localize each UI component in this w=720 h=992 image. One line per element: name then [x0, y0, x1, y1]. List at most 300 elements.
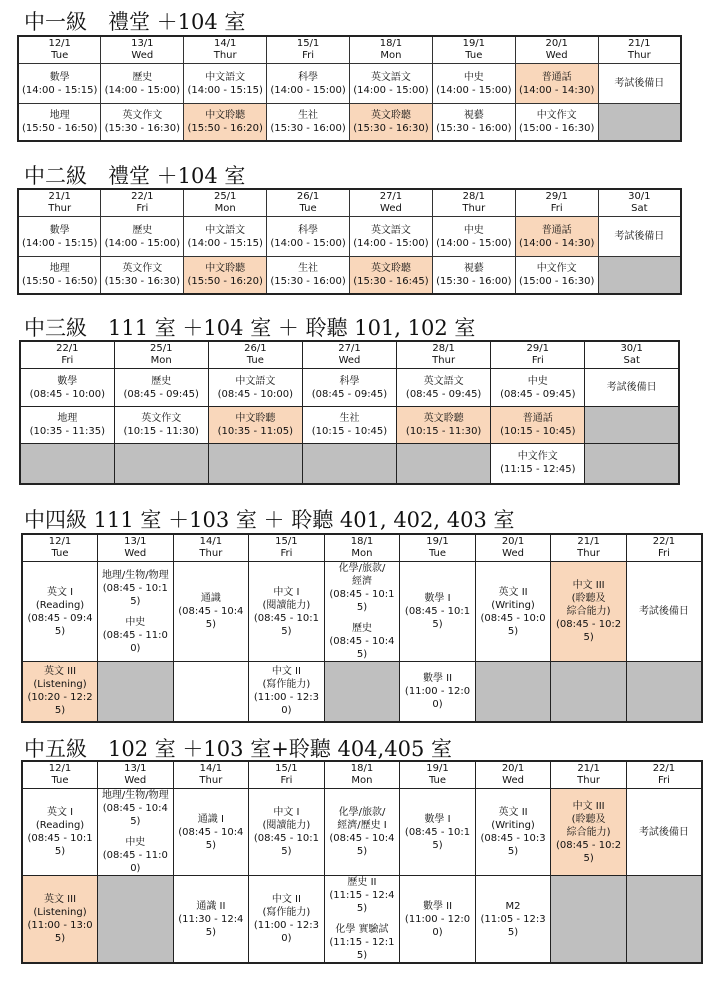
header-date: 21/1 — [48, 191, 71, 202]
empty-slot — [626, 662, 702, 722]
exam-slot — [101, 217, 184, 257]
exam-slot — [324, 562, 400, 662]
header-date: 20/1 — [501, 536, 525, 547]
header-date: 14/1 — [213, 38, 237, 49]
exam-slot — [22, 562, 98, 662]
exam-slot — [350, 64, 433, 104]
exam-slot — [184, 104, 267, 141]
exam-text-line: 中史 — [125, 837, 146, 848]
exam-text-line: 中文 III — [572, 580, 605, 591]
exam-subject: 科學 — [339, 375, 360, 387]
schedule-row — [22, 876, 702, 964]
exam-slot — [432, 217, 515, 257]
exam-slot — [184, 257, 267, 294]
exam-slot — [350, 217, 433, 257]
exam-slot — [267, 104, 350, 141]
exam-time: (14:00 - 15:00) — [353, 237, 429, 249]
exam-slot — [551, 789, 627, 876]
exam-text-line: 化學/旅款/ — [338, 807, 386, 818]
exam-subject: 中文作文 — [517, 451, 558, 463]
header-row — [18, 189, 681, 217]
exam-slot — [302, 407, 396, 444]
exam-text-line: 數學 I — [424, 813, 451, 825]
day-header — [173, 761, 249, 789]
exam-time: (10:15 - 11:30) — [405, 426, 482, 437]
exam-text-line: M2 — [505, 900, 521, 912]
exam-slot — [515, 104, 598, 141]
exam-text-line — [325, 915, 400, 923]
exam-text-line: (08:45 - 10:25) — [556, 619, 622, 643]
exam-text-line: (11:15 - 12:15) — [329, 937, 395, 961]
header-weekday: Tue — [428, 548, 447, 559]
day-header — [101, 189, 184, 217]
exam-text-line: (11:00 - 12:30) — [253, 692, 319, 717]
exam-time: (08:45 - 09:45) — [123, 388, 199, 400]
day-header — [585, 341, 679, 369]
exam-slot — [22, 789, 98, 876]
exam-text-line: (11:00 - 12:00) — [404, 685, 471, 710]
exam-slot — [101, 104, 184, 141]
exam-text-line: 綜合能力) — [566, 606, 611, 617]
exam-subject: 生社 — [298, 262, 319, 274]
exam-text-line: 地理/生物/物理 — [101, 790, 169, 801]
header-row — [18, 36, 681, 64]
exam-text-line: (10:20 - 12:25) — [27, 692, 93, 717]
day-header — [475, 534, 551, 562]
exam-subject: 中文作文 — [536, 109, 577, 121]
exam-text-line: 英文 I — [46, 807, 74, 818]
day-header — [22, 534, 98, 562]
exam-slot — [208, 407, 302, 444]
day-header — [400, 534, 476, 562]
header-date: 12/1 — [48, 536, 72, 547]
exam-slot — [114, 407, 208, 444]
exam-subject: 中文作文 — [536, 262, 577, 274]
header-date: 26/1 — [244, 343, 267, 354]
header-weekday: Fri — [657, 548, 670, 559]
exam-slot — [267, 217, 350, 257]
exam-time: (14:00 - 14:30) — [518, 84, 595, 96]
day-header — [515, 36, 598, 64]
exam-text-line: (寫作能力) — [262, 907, 311, 918]
header-weekday: Thur — [462, 203, 486, 214]
header-weekday: Thur — [213, 50, 237, 61]
day-header — [551, 534, 627, 562]
header-date: 21/1 — [628, 38, 651, 49]
exam-slot — [491, 407, 585, 444]
exam-text-line: 化學/旅款/ — [338, 563, 386, 574]
empty-slot — [585, 407, 679, 444]
exam-subject: 地理 — [49, 109, 70, 121]
exam-slot — [515, 217, 598, 257]
day-header — [475, 761, 551, 789]
header-weekday: Wed — [502, 548, 524, 559]
header-weekday: Thur — [432, 355, 456, 366]
header-weekday: Sat — [623, 355, 640, 366]
header-date: 21/1 — [577, 536, 600, 547]
header-date: 29/1 — [545, 191, 568, 202]
header-date: 20/1 — [545, 38, 568, 49]
section-1-heading: 中一級 禮堂 ＋104 室 — [24, 10, 246, 34]
exam-slot — [184, 64, 267, 104]
exam-time: (11:15 - 12:45) — [500, 464, 576, 476]
exam-subject: 中文聆聽 — [205, 262, 246, 274]
exam-subject: 英文作文 — [122, 262, 163, 274]
exam-text-line: (08:45 - 10:45) — [329, 636, 395, 660]
exam-text-line: (08:45 - 11:00) — [102, 850, 168, 874]
exam-time: (15:30 - 16:00) — [436, 275, 512, 287]
day-header — [324, 534, 400, 562]
exam-time: (14:00 - 15:15) — [21, 84, 98, 96]
exam-slot — [350, 104, 433, 141]
exam-text-line: (08:45 - 10:45) — [178, 826, 244, 851]
exam-slot — [400, 562, 476, 662]
exam-text-line: (寫作能力) — [262, 679, 311, 691]
empty-slot — [114, 444, 208, 484]
header-date: 20/1 — [501, 763, 525, 774]
exam-subject: 科學 — [298, 71, 319, 83]
exam-text-line: (Reading) — [35, 820, 85, 831]
day-header — [598, 36, 681, 64]
exam-slot — [397, 369, 491, 407]
exam-time: (15:50 - 16:50) — [21, 122, 98, 134]
exam-time: (10:15 - 10:45) — [500, 426, 576, 437]
exam-subject: 中文聆聽 — [205, 109, 246, 121]
exam-slot — [249, 789, 325, 876]
exam-subject: 歷史 — [132, 224, 153, 236]
header-weekday: Thur — [627, 50, 651, 61]
schedule-row — [20, 444, 679, 484]
exam-time: (15:30 - 16:00) — [270, 275, 346, 287]
exam-slot — [18, 257, 101, 294]
header-weekday: Fri — [136, 203, 149, 214]
schedule-row — [20, 369, 679, 407]
day-header — [98, 534, 174, 562]
header-weekday: Tue — [51, 50, 69, 61]
day-header — [397, 341, 491, 369]
exam-slot — [98, 562, 174, 662]
exam-slot — [475, 876, 551, 964]
schedule-row — [20, 407, 679, 444]
header-date: 22/1 — [652, 763, 676, 774]
day-header — [302, 341, 396, 369]
header-weekday: Thur — [199, 548, 223, 559]
exam-subject: 考試後備日 — [614, 78, 665, 89]
schedule-row — [22, 662, 702, 722]
exam-subject: 歷史 — [151, 375, 172, 387]
header-date: 26/1 — [296, 191, 320, 202]
exam-text-line: 考試後備日 — [638, 606, 689, 617]
exam-text-line: 中文 II — [271, 894, 301, 905]
exam-time: (14:00 - 15:00) — [436, 84, 512, 96]
header-weekday: Wed — [380, 203, 402, 214]
header-date: 15/1 — [275, 536, 298, 547]
header-weekday: Mon — [351, 775, 373, 786]
header-date: 19/1 — [426, 763, 449, 774]
exam-time: (10:15 - 11:30) — [123, 426, 199, 437]
exam-text-line: (08:45 - 11:00) — [102, 629, 168, 654]
exam-slot — [585, 369, 679, 407]
exam-text-line: 通識 — [200, 593, 221, 604]
header-date: 19/1 — [426, 536, 449, 547]
exam-subject: 科學 — [298, 224, 319, 236]
exam-time: (15:30 - 16:00) — [270, 122, 346, 134]
header-weekday: Tue — [51, 548, 69, 559]
empty-slot — [598, 257, 681, 294]
exam-slot — [475, 562, 551, 662]
header-weekday: Thur — [577, 775, 601, 786]
exam-time: (14:00 - 15:00) — [270, 84, 346, 96]
exam-text-line: (11:30 - 12:45) — [178, 913, 244, 938]
exam-slot — [20, 369, 114, 407]
header-weekday: Tue — [299, 203, 317, 214]
exam-slot — [626, 562, 702, 662]
header-weekday: Wed — [124, 775, 147, 786]
exam-subject: 中史 — [463, 71, 484, 83]
header-date: 13/1 — [124, 536, 147, 547]
schedule-row — [18, 217, 681, 257]
exam-subject: 地理 — [57, 413, 78, 424]
header-date: 12/1 — [48, 763, 72, 774]
exam-slot — [515, 257, 598, 294]
exam-time: (15:50 - 16:20) — [187, 275, 263, 287]
exam-text-line: (聆聽及 — [571, 813, 606, 825]
exam-subject: 視藝 — [463, 262, 484, 274]
exam-time: (08:45 - 10:00) — [217, 388, 294, 400]
exam-slot — [598, 64, 681, 104]
exam-subject: 歷史 — [132, 71, 153, 83]
empty-slot — [98, 662, 174, 722]
day-header — [598, 189, 681, 217]
exam-slot — [626, 789, 702, 876]
exam-text-line: 經濟/歷史 I — [337, 820, 387, 831]
exam-text-line: 中文 I — [273, 807, 300, 818]
header-weekday: Fri — [61, 355, 74, 366]
header-date: 22/1 — [56, 343, 79, 354]
exam-slot — [400, 789, 476, 876]
header-weekday: Mon — [380, 50, 402, 61]
exam-text-line: (08:45 - 10:05) — [480, 612, 546, 637]
exam-time: (15:30 - 16:30) — [353, 122, 429, 134]
day-header — [184, 36, 267, 64]
day-header — [20, 341, 114, 369]
exam-text-line: (08:45 - 10:15) — [404, 606, 471, 630]
exam-slot — [18, 104, 101, 141]
exam-subject: 英文語文 — [370, 224, 411, 236]
exam-slot — [18, 64, 101, 104]
section-2-heading: 中二級 禮堂 ＋104 室 — [24, 164, 246, 188]
header-date: 18/1 — [350, 763, 374, 774]
exam-text-line: (11:00 - 13:05) — [27, 920, 93, 944]
exam-slot — [350, 257, 433, 294]
exam-text-line: (Listening) — [33, 679, 87, 691]
exam-time: (15:30 - 16:30) — [104, 275, 181, 287]
exam-time: (08:45 - 10:00) — [29, 388, 106, 400]
exam-text-line: 歷史 II — [347, 877, 377, 888]
exam-time: (08:45 - 09:45) — [405, 388, 482, 400]
header-weekday: Fri — [280, 548, 293, 559]
exam-text-line: 中文 I — [273, 586, 300, 598]
exam-time: (14:00 - 14:30) — [518, 237, 595, 249]
exam-text-line: 英文 II — [498, 586, 528, 598]
day-header — [267, 36, 350, 64]
day-header — [350, 189, 433, 217]
exam-subject: 數學 — [49, 224, 70, 236]
exam-subject: 考試後備日 — [606, 382, 657, 393]
exam-subject: 考試後備日 — [614, 231, 665, 242]
exam-slot — [598, 217, 681, 257]
header-date: 14/1 — [199, 536, 223, 547]
exam-time: (14:00 - 15:15) — [21, 237, 98, 249]
exam-time: (14:00 - 15:00) — [104, 237, 181, 249]
header-weekday: Fri — [550, 203, 563, 214]
exam-text-line: (聆聽及 — [571, 593, 606, 604]
exam-text-line: (11:15 - 12:45) — [329, 890, 395, 914]
day-header — [626, 534, 702, 562]
section-3-table — [19, 340, 680, 485]
empty-slot — [598, 104, 681, 141]
schedule-row — [22, 562, 702, 662]
day-header — [173, 534, 249, 562]
header-weekday: Mon — [351, 548, 373, 559]
header-date: 18/1 — [350, 536, 374, 547]
header-weekday: Thur — [577, 548, 601, 559]
day-header — [626, 761, 702, 789]
exam-time: (14:00 - 15:00) — [353, 84, 429, 96]
exam-time: (10:35 - 11:35) — [29, 426, 106, 437]
day-header — [400, 761, 476, 789]
exam-time: (15:00 - 16:30) — [518, 122, 595, 134]
header-weekday: Tue — [428, 775, 447, 786]
exam-text-line: (Writing) — [491, 820, 535, 831]
exam-subject: 視藝 — [463, 109, 484, 121]
exam-text-line: 考試後備日 — [638, 826, 689, 838]
empty-slot — [208, 444, 302, 484]
exam-slot — [491, 369, 585, 407]
exam-subject: 中文聆聽 — [235, 413, 276, 424]
exam-slot — [173, 876, 249, 964]
exam-slot — [400, 662, 476, 722]
exam-text-line: (Reading) — [35, 599, 85, 611]
exam-slot — [173, 789, 249, 876]
exam-subject: 地理 — [49, 262, 70, 274]
exam-time: (15:30 - 16:45) — [353, 275, 429, 287]
empty-slot — [585, 444, 679, 484]
exam-slot — [22, 876, 98, 964]
exam-time: (14:00 - 15:00) — [104, 84, 181, 96]
exam-text-line: 通識 II — [196, 900, 226, 912]
section-4-heading: 中四級 111 室 ＋103 室 ＋ 聆聽 401, 402, 403 室 — [24, 508, 515, 532]
header-weekday: Fri — [657, 775, 670, 786]
day-header — [22, 761, 98, 789]
exam-text-line: (08:45 - 10:15) — [102, 582, 168, 607]
header-row — [22, 534, 702, 562]
exam-slot — [98, 789, 174, 876]
exam-slot — [515, 64, 598, 104]
exam-subject: 英文語文 — [370, 71, 411, 83]
header-date: 15/1 — [275, 763, 298, 774]
exam-slot — [491, 444, 585, 484]
header-weekday: Thur — [48, 203, 72, 214]
exam-subject: 英文聆聽 — [423, 413, 464, 424]
header-date: 22/1 — [652, 536, 676, 547]
exam-text-line: (08:45 - 10:15) — [27, 833, 93, 857]
exam-text-line: (08:45 - 10:15) — [253, 612, 319, 637]
exam-subject: 英文聆聽 — [370, 262, 411, 274]
empty-slot — [302, 444, 396, 484]
section-5-heading: 中五級 102 室 ＋103 室+聆聽 404,405 室 — [24, 737, 452, 761]
header-date: 13/1 — [131, 38, 154, 49]
exam-text-line: (08:45 - 10:45) — [178, 606, 244, 630]
header-date: 27/1 — [338, 343, 361, 354]
header-weekday: Tue — [246, 355, 264, 366]
exam-text-line: 英文 II — [498, 807, 528, 818]
day-header — [350, 36, 433, 64]
exam-subject: 英文聆聽 — [370, 109, 411, 121]
day-header — [267, 189, 350, 217]
exam-subject: 生社 — [339, 413, 360, 424]
exam-subject: 英文作文 — [141, 413, 182, 424]
exam-time: (10:15 - 10:45) — [311, 426, 388, 437]
exam-subject: 生社 — [298, 109, 319, 121]
exam-subject: 英文作文 — [122, 109, 163, 121]
exam-subject: 普通話 — [541, 224, 572, 236]
exam-text-line: 中史 — [125, 616, 146, 628]
exam-text-line — [325, 614, 400, 622]
exam-subject: 數學 — [57, 375, 78, 387]
header-date: 30/1 — [620, 343, 643, 354]
exam-subject: 數學 — [49, 71, 70, 83]
exam-text-line: (Listening) — [33, 907, 87, 918]
day-header — [184, 189, 267, 217]
exam-slot — [324, 876, 400, 964]
header-date: 29/1 — [526, 343, 549, 354]
day-header — [249, 534, 325, 562]
empty-slot — [626, 876, 702, 964]
header-weekday: Thur — [199, 775, 223, 786]
header-weekday: Wed — [338, 355, 361, 366]
empty-slot — [324, 662, 400, 722]
exam-text-line: 英文 I — [46, 586, 74, 598]
exam-text-line: (08:45 - 10:45) — [329, 833, 395, 857]
exam-subject: 中史 — [463, 224, 484, 236]
exam-slot — [114, 369, 208, 407]
header-date: 28/1 — [462, 191, 486, 202]
header-weekday: Mon — [214, 203, 236, 214]
exam-time: (10:35 - 11:05) — [217, 426, 294, 437]
exam-text-line: (08:45 - 09:45) — [27, 612, 93, 637]
header-weekday: Fri — [280, 775, 293, 786]
exam-slot — [101, 64, 184, 104]
header-weekday: Wed — [502, 775, 524, 786]
schedule-row — [18, 64, 681, 104]
exam-time: (15:50 - 16:20) — [187, 122, 263, 134]
exam-text-line: 歷史 — [351, 623, 372, 634]
exam-subject: 普通話 — [541, 71, 572, 83]
exam-time: (15:30 - 16:30) — [104, 122, 181, 134]
exam-slot — [432, 104, 515, 141]
exam-text-line: (08:45 - 10:35) — [480, 833, 546, 857]
header-weekday: Tue — [51, 775, 69, 786]
day-header — [114, 341, 208, 369]
exam-slot — [184, 217, 267, 257]
exam-time: (15:50 - 16:50) — [21, 275, 98, 287]
header-row — [20, 341, 679, 369]
exam-time: (14:00 - 15:15) — [187, 237, 263, 249]
exam-slot — [400, 876, 476, 964]
exam-text-line: 數學 I — [424, 593, 451, 604]
day-header — [432, 189, 515, 217]
